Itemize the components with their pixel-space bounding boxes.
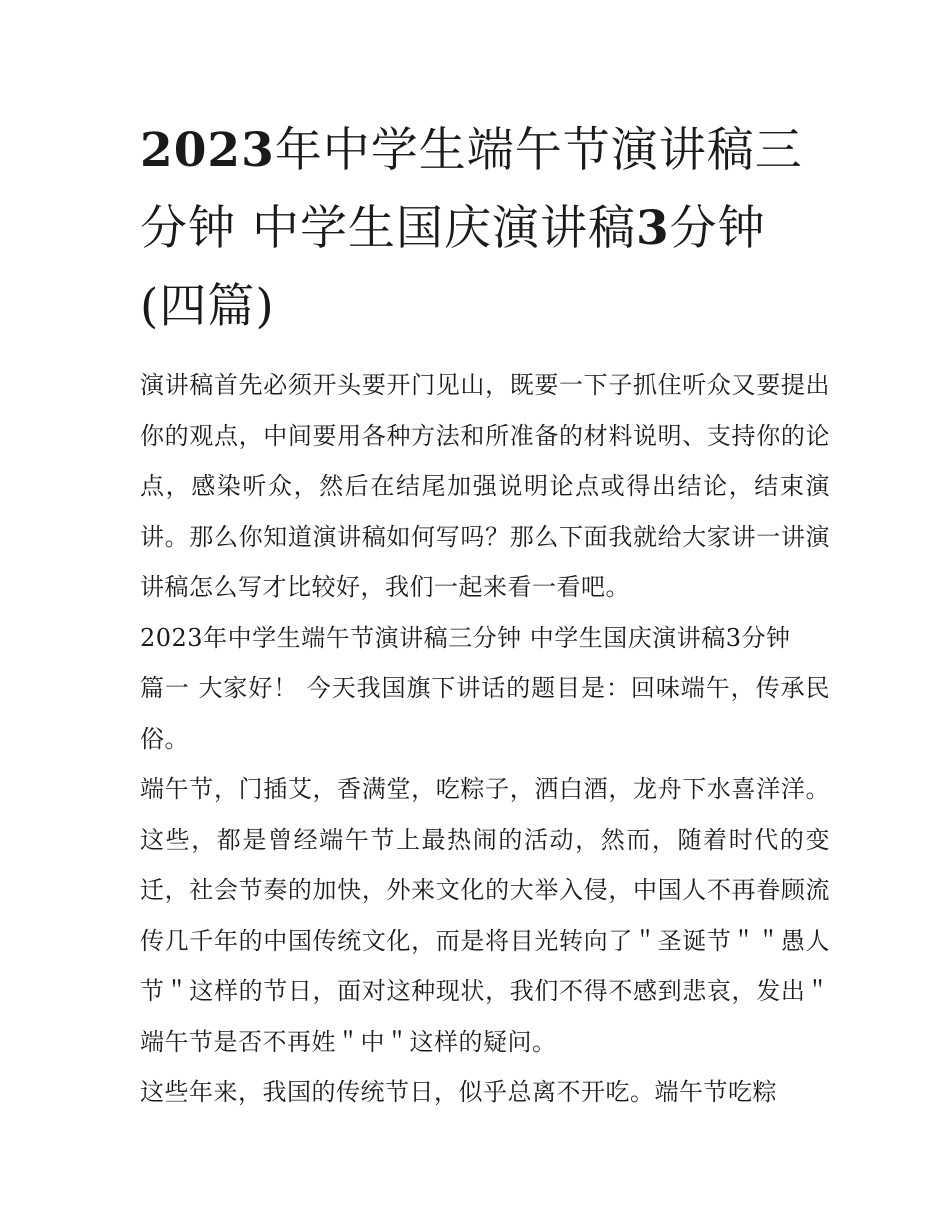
paragraph-intro: 演讲稿首先必须开头要开门见山，既要一下子抓住听众又要提出你的观点，中间要用各种方法和所准备的材料说明、支持你的论点，感染听众，然后在结尾加强说明论点或得出结论，结束演讲。那么你知道演讲稿如何写吗？那么下面我就给大家讲一讲演讲稿怎么写才比较好，我们一起来看一看吧。 xyxy=(140,371,830,601)
paragraph-dragon-boat: 端午节，门插艾，香满堂，吃粽子，洒白酒，龙舟下水喜洋洋。这些，都是曾经端午节上最热闹的活动，然而，随着时代的变迁，社会节奏的加快，外来文化的大举入侵，中国人不再眷顾流传几千年的中国传统文化，而是将目光转向了＂圣诞节＂＂愚人节＂这样的节日，面对这种现状，我们不得不感到悲哀，发出＂端午节是否不再姓＂中＂这样的疑问。 xyxy=(140,775,830,1056)
paragraph-traditional-festivals: 这些年来，我国的传统节日，似乎总离不开吃。端午节吃粽 xyxy=(140,1078,777,1106)
paragraph-speech-opening: 篇一 大家好！ 今天我国旗下讲话的题目是：回味端午，传承民俗。 xyxy=(140,674,830,753)
document-title: 2023年中学生端午节演讲稿三分钟 中学生国庆演讲稿3分钟(四篇) xyxy=(140,123,803,334)
paragraph-subtitle: 2023年中学生端午节演讲稿三分钟 中学生国庆演讲稿3分钟 xyxy=(140,623,791,652)
